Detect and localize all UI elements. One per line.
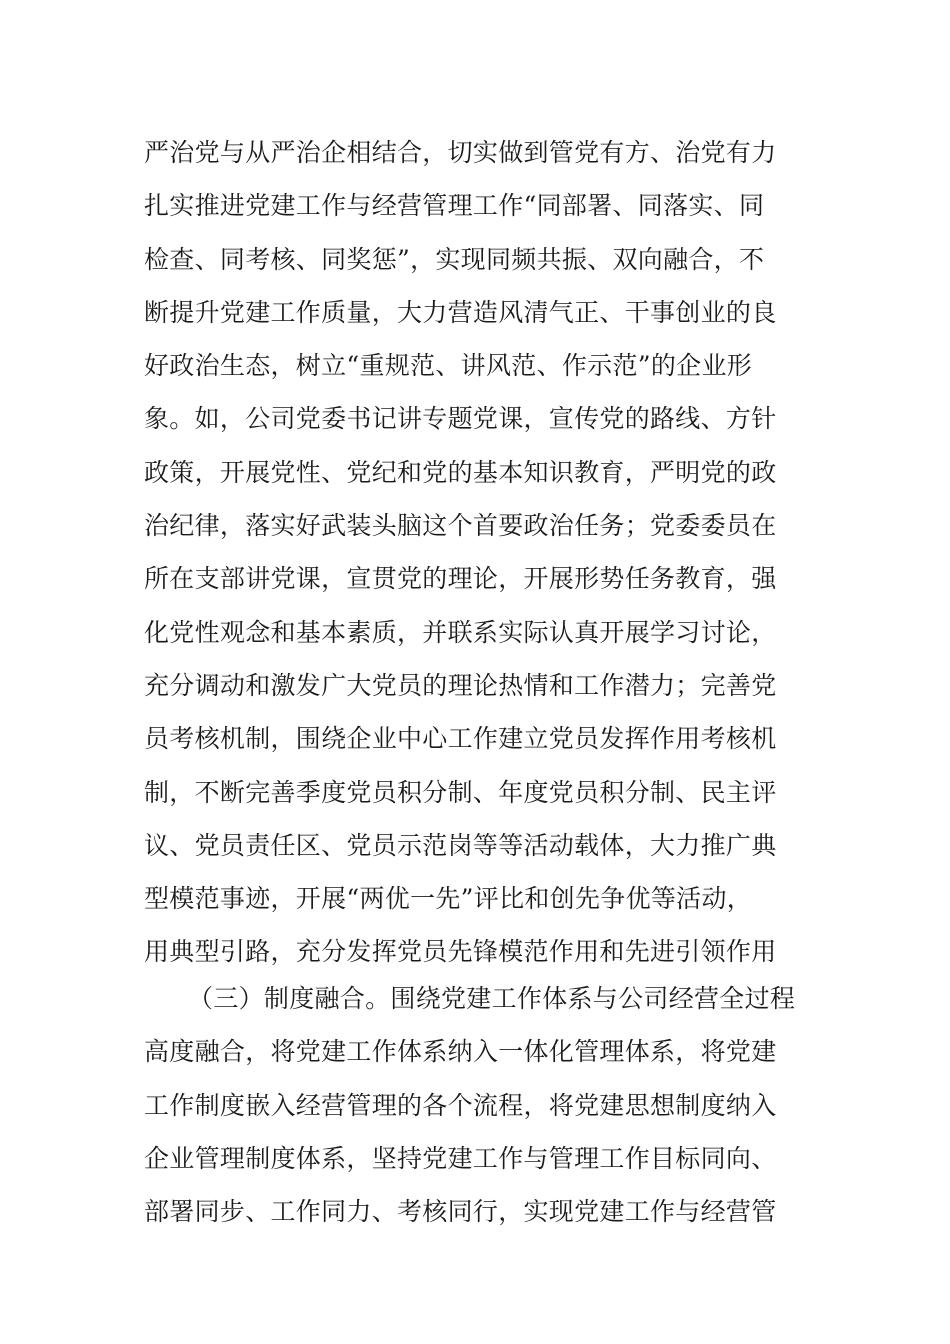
paragraph-system-integration (144, 972, 824, 1238)
text-line: 议、党员责任区、党员示范岗等等活动载体，大力推广典 (144, 830, 777, 860)
section-heading-line: （三）制度融合。围绕党建工作体系与公司经营全过程 (188, 984, 796, 1013)
text-line: 象。如，公司党委书记讲专题党课，宣传党的路线、方针 (144, 404, 777, 434)
paragraph-party-building-integration (144, 126, 824, 979)
text-line: 型模范事迹，开展“两优一先”评比和创先争优等活动， (144, 884, 753, 914)
text-line: 制，不断完善季度党员积分制、年度党员积分制、民主评 (144, 777, 777, 807)
text-line: 扎实推进党建工作与经营管理工作“同部署、同落实、同 (144, 191, 765, 221)
text-line: 检查、同考核、同奖惩”，实现同频共振、双向融合，不 (144, 244, 765, 274)
text-line: 政策，开展党性、党纪和党的基本知识教育，严明党的政 (144, 457, 777, 487)
text-line: 企业管理制度体系，坚持党建工作与管理工作目标同向、 (144, 1143, 777, 1173)
text-line: 充分调动和激发广大党员的理论热情和工作潜力；完善党 (144, 670, 777, 700)
text-line: 所在支部讲党课，宣贯党的理论，开展形势任务教育，强 (144, 564, 777, 594)
text-line: 部署同步、工作同力、考核同行，实现党建工作与经营管 (144, 1197, 777, 1227)
text-line: 员考核机制，围绕企业中心工作建立党员发挥作用考核机 (144, 724, 777, 754)
text-line: 好政治生态，树立“重规范、讲风范、作示范”的企业形 (144, 351, 753, 381)
text-line: 治纪律，落实好武装头脑这个首要政治任务；党委委员在 (144, 511, 777, 541)
text-line: 化党性观念和基本素质，并联系实际认真开展学习讨论， (144, 617, 777, 647)
text-line: 用典型引路，充分发挥党员先锋模范作用和先进引领作用 (144, 937, 777, 967)
text-line: 严治党与从严治企相结合，切实做到管党有方、治党有力 (144, 138, 777, 167)
text-line: 高度融合，将党建工作体系纳入一体化管理体系，将党建 (144, 1037, 777, 1067)
text-line: 工作制度嵌入经营管理的各个流程，将党建思想制度纳入 (144, 1090, 777, 1120)
text-line: 断提升党建工作质量，大力营造风清气正、干事创业的良 (144, 297, 777, 327)
